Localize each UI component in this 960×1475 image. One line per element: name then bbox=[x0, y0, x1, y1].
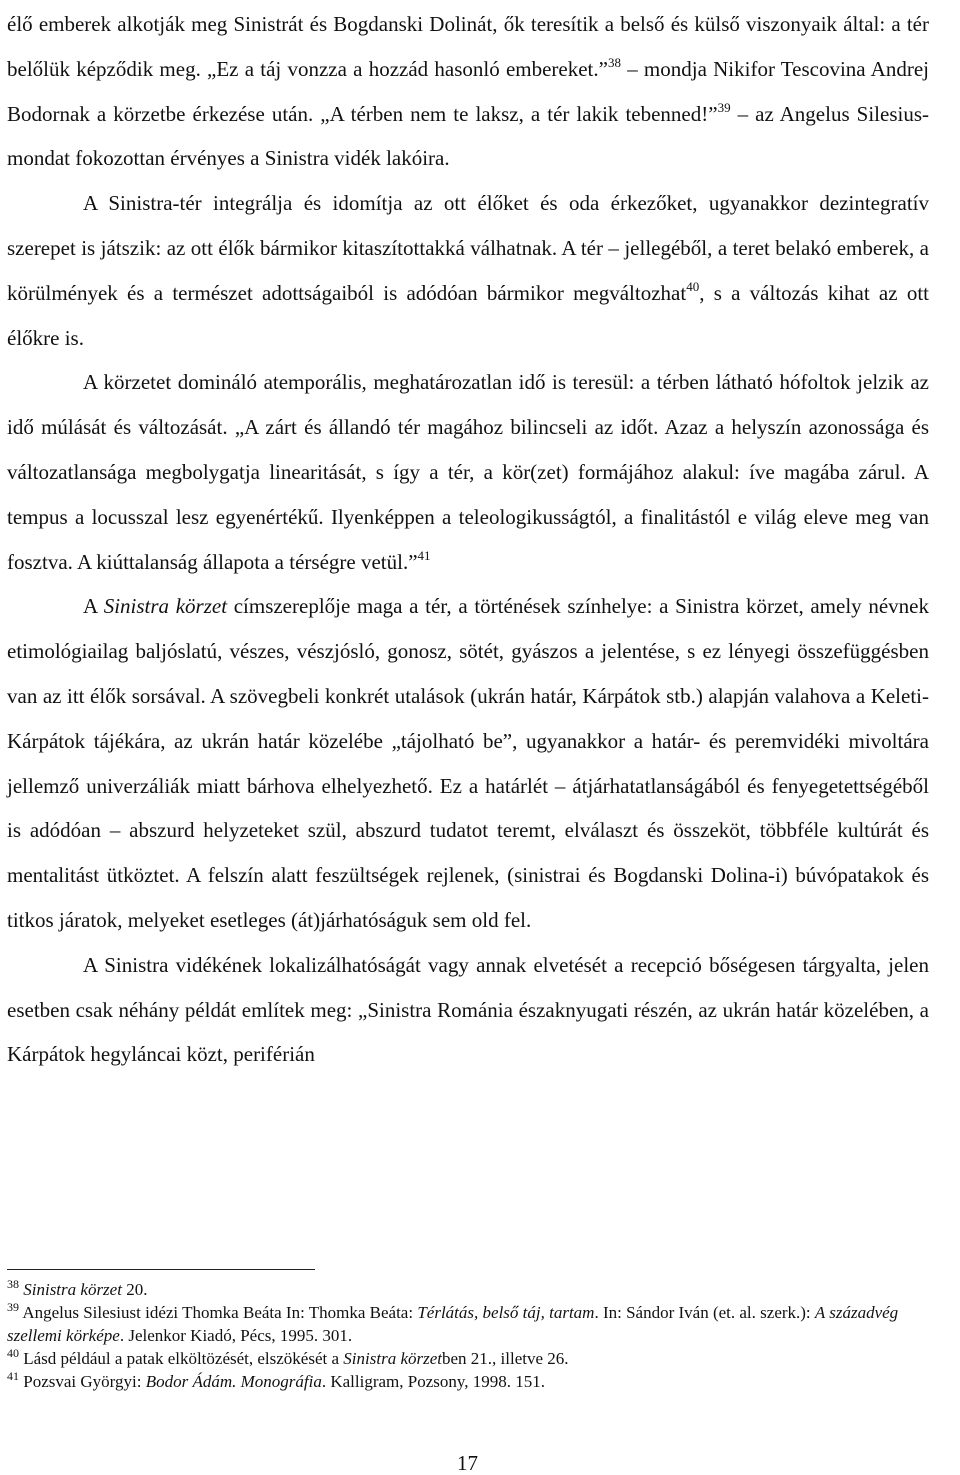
footnote-number: 39 bbox=[7, 1300, 19, 1314]
text-run: A körzetet domináló atemporális, meghatározatlan idő is teresül: a térben látható hófoltok jelzik az idő múlását és változását. „A zárt és állandó tér magához bilincseli az időt. Azaz a helyszín azonossága és változatlansága megbolygatja linearitását, s így a tér, a kör(zet) formájához alakul: íve magába zárul. A tempus a locusszal lesz egyenértékű. Ilyenképpen a teleologikusságtól, a finalitástól e világ eleve meg van fosztva. A kiúttalanság állapota a térségre vetül.” bbox=[7, 370, 929, 574]
footnote-reference: 40 bbox=[686, 278, 700, 294]
footnote-reference: 41 bbox=[417, 547, 431, 563]
paragraph bbox=[7, 181, 929, 360]
italic-text: A századvég szellemi körképe bbox=[7, 1303, 899, 1345]
italic-text: Bodor Ádám. Monográfia bbox=[145, 1372, 322, 1391]
italic-text: Sinistra körzet bbox=[103, 594, 228, 619]
text-run: . Kalligram, Pozsony, 1998. 151. bbox=[321, 1372, 546, 1391]
text-run: – az Angelus Silesius-mondat fokozottan érvényes a Sinistra vidék lakóira. bbox=[7, 101, 929, 171]
text-run: Pozsvai Györgyi: bbox=[23, 1372, 146, 1391]
footnote bbox=[7, 1347, 955, 1370]
footnote-number: 41 bbox=[7, 1369, 19, 1383]
italic-text: Sinistra körzet bbox=[343, 1349, 442, 1368]
text-run: Lásd például a patak elköltözését, elszökését a bbox=[23, 1349, 344, 1368]
page-number: 17 bbox=[457, 1451, 478, 1475]
footnote-number: 40 bbox=[7, 1346, 19, 1360]
paragraph bbox=[7, 360, 929, 584]
text-run: A Sinistra vidékének lokalizálhatóságát vagy annak elvetését a recepció bőségesen tárgyalta, jelen esetben csak néhány példát említek meg: „Sinistra Románia északnyugati részén, az ukrán határ közelében, a Kárpátok hegyláncai közt, periférián bbox=[7, 952, 929, 1067]
body-text bbox=[7, 2, 929, 1077]
text-run: élő emberek alkotják meg Sinistrát és Bogdanski Dolinát, ők teresítik a belső és külső viszonyaik által: a tér belőlük képződik meg. „Ez a táj vonzza a hozzád hasonló embereket.” bbox=[7, 12, 929, 81]
paragraph bbox=[7, 584, 929, 942]
paragraph bbox=[7, 2, 929, 181]
text-run: ben 21., illetve 26. bbox=[442, 1349, 569, 1368]
italic-text: Térlátás, belső táj, tartam bbox=[417, 1303, 595, 1322]
text-run: – mondja Nikifor Tescovina Andrej Bodornak a körzetbe érkezése után. „A térben nem te laksz, a tér lakik tebenned!” bbox=[7, 56, 929, 126]
text-run: 20. bbox=[121, 1280, 148, 1299]
text-run: A Sinistra-tér integrálja és idomítja az ott élőket és oda érkezőket, ugyanakkor dezintegratív szerepet is játszik: az ott élők bármikor kitaszítottakká válhatnak. A tér – jellegéből, a teret belakó emberek, a körülmények és a természet adottságaiból is adódóan bármikor megváltozhat bbox=[7, 191, 929, 305]
text-run: A bbox=[83, 594, 104, 619]
text-run: , s a változás kihat az ott élőkre is. bbox=[7, 280, 929, 350]
paragraph bbox=[7, 943, 929, 1077]
footnote bbox=[7, 1370, 955, 1393]
footnote-separator bbox=[7, 1269, 315, 1270]
text-run: . Jelenkor Kiadó, Pécs, 1995. 301. bbox=[119, 1326, 353, 1345]
text-run: Angelus Silesiust idézi Thomka Beáta In: Thomka Beáta: bbox=[22, 1303, 418, 1322]
text-run: címszereplője maga a tér, a történések színhelye: a Sinistra körzet, amely névnek etimológiailag baljóslatú, vészes, vészjósló, gonosz, sötét, gyászos a jelentése, s ez lényegi összefüggésben van az itt élők sorsával. A szövegbeli konkrét utalások (ukrán határ, Kárpátok stb.) alapján valahova a Keleti-Kárpátok tájékára, az ukrán határ közelébe „tájolható be”, ugyanakkor a határ- és peremvidéki mivoltára jellemző univerzáliák miatt bárhova elhelyezhető. Ez a határlét – átjárhatatlanságából és fenyegetettségéből is adódóan – abszurd helyzeteket szül, abszurd tudatot teremt, elválaszt és összeköt, többféle kultúrát és mentalitást ütköztet. A felszín alatt feszültségek rejlenek, (sinistrai és Bogdanski Dolina-i) búvópatakok és titkos járatok, melyeket esetleges (át)járhatóságuk sem old fel. bbox=[7, 594, 929, 932]
footnote-reference: 39 bbox=[717, 99, 731, 115]
text-run: . In: Sándor Iván (et. al. szerk.): bbox=[594, 1303, 815, 1322]
footnote bbox=[7, 1301, 955, 1347]
italic-text: Sinistra körzet bbox=[23, 1280, 122, 1299]
footnote bbox=[7, 1278, 955, 1301]
footnote-reference: 38 bbox=[607, 54, 621, 70]
footnote-number: 38 bbox=[7, 1277, 19, 1291]
footnotes bbox=[7, 1278, 955, 1393]
